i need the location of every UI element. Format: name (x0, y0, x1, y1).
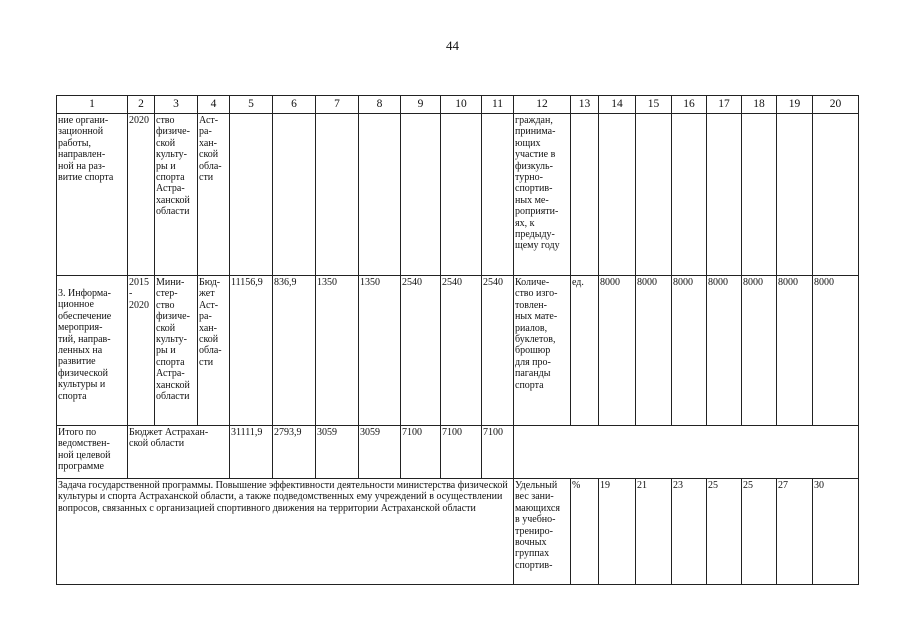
header-cell: 13 (571, 96, 599, 114)
activity-name-cell: 3. Информа- ционное обеспечение мероприя- тий, направ- ленных на развитие физической культуры и спорта (57, 276, 128, 426)
value-cell: 1350 (359, 276, 401, 426)
value-cell: 7100 (441, 426, 482, 479)
header-cell: 4 (198, 96, 230, 114)
executor-cell: Мини- стер- ство физиче- ской культу- ры и спорта Астра- ханской области (155, 276, 198, 426)
value-cell: 8000 (707, 276, 742, 426)
header-cell: 19 (777, 96, 813, 114)
total-label-cell: Итого по ведомствен- ной целевой программе (57, 426, 128, 479)
value-cell: 8000 (636, 276, 672, 426)
value-cell (636, 114, 672, 276)
value-cell: 3059 (359, 426, 401, 479)
header-cell: 11 (482, 96, 514, 114)
task-row (57, 479, 859, 585)
header-cell: 20 (813, 96, 859, 114)
value-cell (777, 114, 813, 276)
value-cell (599, 114, 636, 276)
table-row (57, 276, 859, 426)
period-cell: 2020 (128, 114, 155, 276)
value-cell: 27 (777, 479, 813, 585)
header-cell: 1 (57, 96, 128, 114)
value-cell: 836,9 (273, 276, 316, 426)
value-cell: 31111,9 (230, 426, 273, 479)
value-cell (707, 114, 742, 276)
header-cell: 5 (230, 96, 273, 114)
total-row (57, 426, 859, 479)
value-cell: 2540 (482, 276, 514, 426)
value-cell: 7100 (482, 426, 514, 479)
indicator-cell: граждан, принима- ющих участие в физкуль- турно- спортив- ных ме- роприяти- ях, к предыду- щему году (514, 114, 571, 276)
value-cell: 8000 (599, 276, 636, 426)
executor-cell: ство физиче- ской культу- ры и спорта Астра- ханской области (155, 114, 198, 276)
header-cell: 9 (401, 96, 441, 114)
value-cell: 3059 (316, 426, 359, 479)
value-cell (230, 114, 273, 276)
funding-source-cell: Бюджет Астрахан- ской области (128, 426, 230, 479)
value-cell: 2540 (401, 276, 441, 426)
header-cell: 15 (636, 96, 672, 114)
table-row (57, 114, 859, 276)
unit-cell: % (571, 479, 599, 585)
funding-source-cell: Аст- ра- хан- ской обла- сти (198, 114, 230, 276)
header-cell: 12 (514, 96, 571, 114)
funding-source-cell: Бюд- жет Аст- ра- хан- ской обла- сти (198, 276, 230, 426)
header-cell: 2 (128, 96, 155, 114)
value-cell (672, 114, 707, 276)
value-cell: 7100 (401, 426, 441, 479)
task-description-cell: Задача государственной программы. Повышение эффективности деятельности министерства физической культуры и спорта Астраханской области, а также подведомственных ему учреждений в осуществлении вопросов, связанных с организацией спортивного движения на территории Астраханской области (57, 479, 514, 585)
header-cell: 3 (155, 96, 198, 114)
value-cell: 19 (599, 479, 636, 585)
page-number: 44 (446, 38, 459, 53)
header-cell: 18 (742, 96, 777, 114)
empty-cell (514, 426, 859, 479)
header-cell: 6 (273, 96, 316, 114)
value-cell (742, 114, 777, 276)
value-cell (482, 114, 514, 276)
value-cell: 8000 (672, 276, 707, 426)
value-cell: 8000 (813, 276, 859, 426)
value-cell: 25 (707, 479, 742, 585)
value-cell: 8000 (742, 276, 777, 426)
header-cell: 7 (316, 96, 359, 114)
value-cell: 30 (813, 479, 859, 585)
indicator-cell: Удельный вес зани- мающихся в учебно- трениро- вочных группах спортив- (514, 479, 571, 585)
header-cell: 16 (672, 96, 707, 114)
value-cell: 25 (742, 479, 777, 585)
value-cell (813, 114, 859, 276)
value-cell: 23 (672, 479, 707, 585)
value-cell: 21 (636, 479, 672, 585)
unit-cell (571, 114, 599, 276)
unit-cell: ед. (571, 276, 599, 426)
value-cell (359, 114, 401, 276)
header-cell: 10 (441, 96, 482, 114)
value-cell: 2540 (441, 276, 482, 426)
value-cell (401, 114, 441, 276)
value-cell: 11156,9 (230, 276, 273, 426)
header-cell: 17 (707, 96, 742, 114)
value-cell (316, 114, 359, 276)
period-cell: 2015 - 2020 (128, 276, 155, 426)
program-table (56, 95, 859, 585)
value-cell: 8000 (777, 276, 813, 426)
header-cell: 8 (359, 96, 401, 114)
value-cell (441, 114, 482, 276)
value-cell (273, 114, 316, 276)
header-cell: 14 (599, 96, 636, 114)
indicator-cell: Количе- ство изго- товлен- ных мате- риалов, буклетов, брошюр для про- паганды спорта (514, 276, 571, 426)
value-cell: 2793,9 (273, 426, 316, 479)
value-cell: 1350 (316, 276, 359, 426)
column-number-row (57, 96, 859, 114)
activity-name-cell: ние органи- зационной работы, направлен- ной на раз- витие спорта (57, 114, 128, 276)
